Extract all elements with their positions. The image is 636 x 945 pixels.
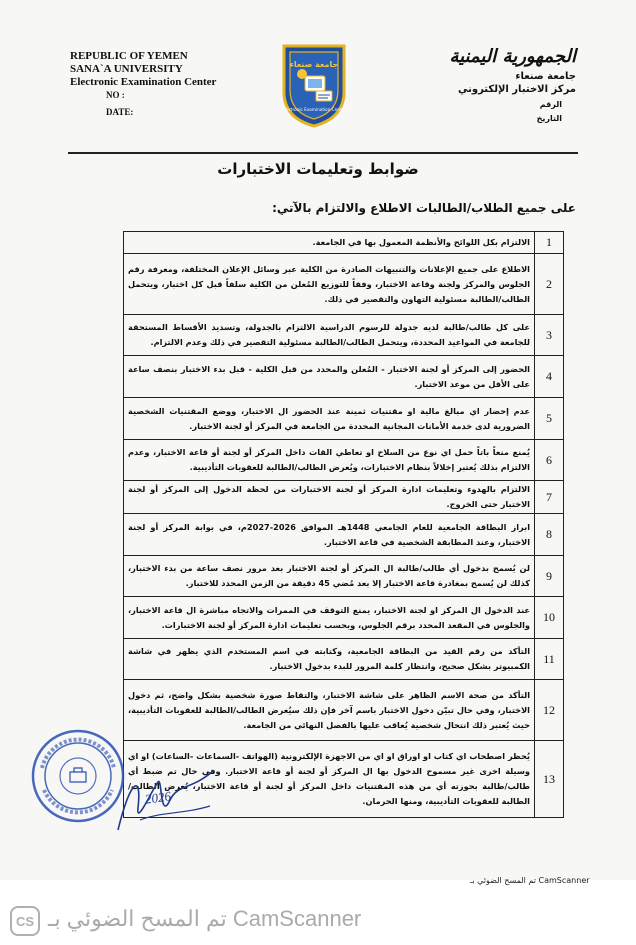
camscanner-logo-icon	[10, 906, 40, 936]
table-row	[124, 398, 564, 440]
table-row	[124, 315, 564, 356]
camscanner-watermark: تم المسح الضوئي بـ CamScanner	[48, 906, 362, 931]
table-row	[124, 597, 564, 639]
header-english-block	[70, 50, 245, 119]
rule-text: الالتزام بكل اللوائح والأنظمة المعمول بها في الجامعة.	[124, 232, 535, 254]
rule-number: 6	[535, 440, 564, 481]
university-logo	[278, 40, 350, 128]
rule-number: 2	[535, 254, 564, 315]
rule-text: الحضور إلى المركز أو لجنة الاختبار - المُعلن والمحدد من قبل الكلية - قبل بدء الاختبار بنصف ساعة على الأقل من موعد الاختبار.	[124, 356, 535, 398]
rule-number: 4	[535, 356, 564, 398]
header-country-en: REPUBLIC OF YEMEN	[70, 50, 188, 62]
rule-number: 12	[535, 680, 564, 741]
rule-text: عدم إحضار اي مبالغ مالية او مقتنيات ثمينة عند الحضور ال الاختبار، ووضع المقتنيات الشخصية الضرورية لدى خدمة الأمانات المجانية المحددة من الجامعة في المركز أو لجنة الاختبار.	[124, 398, 535, 440]
table-row	[124, 440, 564, 481]
rule-number: 10	[535, 597, 564, 639]
rule-number: 3	[535, 315, 564, 356]
rule-text: على كل طالب/طالبة لديه جدولة للرسوم الدراسية الالتزام بالجدولة، وتسديد الأقساط المستحقة للجامعة في المواعيد المحددة، ويتحمل الطالب/الطالبة مسئولية التقصير في ذلك وعدم الالتزام.	[124, 315, 535, 356]
header-divider	[68, 152, 578, 154]
rule-number: 7	[535, 481, 564, 514]
rule-number: 8	[535, 514, 564, 556]
rule-number: 1	[535, 232, 564, 254]
header-center-ar: مركز الاختبار الإلكتروني	[457, 84, 576, 95]
logo-english-text: Electronic Examination Center	[282, 107, 346, 112]
rule-number: 13	[535, 741, 564, 818]
table-row	[124, 680, 564, 741]
rule-text: الالتزام بالهدوء وتعليمات ادارة المركز أو لجنة الاختبارات من لحظة الدخول إلى المركز أو لجنة الاختبار حتى الخروج.	[124, 481, 535, 514]
table-row	[124, 254, 564, 315]
table-row	[124, 639, 564, 680]
rule-text: لن يُسمح بدخول أي طالب/طالبة ال المركز أو لجنة الاختبار بعد مرور نصف ساعة من بدء الاختبار، كذلك لن يُسمح بمغادرة قاعة الاختبار إلا بعد مُضي 45 دقيقة من الزمن المحدد للاختبار.	[124, 556, 535, 597]
rules-table	[123, 231, 564, 818]
header-no-label-en: NO :	[106, 90, 125, 100]
scanner-note: تم المسح الضوئي بـ CamScanner	[470, 876, 590, 885]
table-row	[124, 356, 564, 398]
header-no-label-ar: الرقم	[539, 100, 562, 109]
document-title: ضوابط وتعليمات الاختبارات	[217, 160, 419, 178]
table-row	[124, 481, 564, 514]
header-university-en: SANA`A UNIVERSITY	[70, 63, 183, 75]
header-country-ar: الجمهورية اليمنية	[449, 46, 576, 67]
rule-text: يُمنع منعاً باتاً حمل اي نوع من السلاح او تعاطي القات داخل المركز أو لجنة أو قاعة الاختبار، وعدم الالتزام بذلك يُعتبر إخلالاً بنظام الاختبارات، ويُعرض الطالب/الطالبة للعقوبات التأديبية.	[124, 440, 535, 481]
table-row	[124, 514, 564, 556]
intro-text: على جميع الطلاب/الطالبات الاطلاع والالتزام بالآتي:	[272, 201, 576, 215]
header-date-label-ar: التاريخ	[536, 114, 562, 123]
logo-arabic-text: جامعة صنعاء	[289, 60, 339, 69]
svg-text:CS: CS	[15, 914, 35, 929]
rule-text: الاطلاع على جميع الإعلانات والتنبيهات الصادرة من الكلية عبر وسائل الإعلان المختلفة، ومعرفة رقم الجلوس والمركز ولجنة وقاعة الاختبار، وفقاً للتوزيع المُعلن من الكلية سلفاً قبل كل اختبار، ويتحمل الطالب/الطالبة مسئولية التهاون والتقصير في ذلك.	[124, 254, 535, 315]
rule-number: 5	[535, 398, 564, 440]
header-university-ar: جامعة صنعاء	[515, 71, 576, 82]
rule-text: التأكد من صحة الاسم الظاهر على شاشة الاختبار، والتقاط صورة شخصية بشكل واضح، ثم دخول الاختبار، وفي حال تبيّن دخول الاختبار باسم آخر فإن ذلك سيُعرض الطالب/الطالبة للعقوبات التأديبية، حيث يُعتبر ذلك انتحال شخصية يُعاقب عليها بالفصل النهائي من الجامعة.	[124, 680, 535, 741]
rule-text: عند الدخول ال المركز او لجنة الاختبار، يمنع التوقف في الممرات والاتجاه مباشرة ال قاعة الاختبار، والجلوس في المقعد المحدد برقم الجلوس، وبحسب تعليمات ادارة المركز أو لجنة الاختبارات.	[124, 597, 535, 639]
rule-number: 11	[535, 639, 564, 680]
header-date-label-en: DATE:	[106, 107, 134, 117]
header-arabic-block	[406, 44, 576, 125]
rule-text: يُحظر اصطحاب اي كتاب او اوراق او اي من الاجهزة الإلكترونية (الهواتف -السماعات -الساعات) او اي وسيلة اخرى غير مسموح الدخول بها ال المركز أو لجنة أو قاعة الاختبار. وفي حال تم ضبط أي طالب/طالبة بحوزته أي من هذه المقتنيات داخل المركز أو لجنة أو قاعة الاختبار، يُعرض الطالب/الطالبة للعقوبات التأديبية، ومنها الحرمان.	[124, 741, 535, 818]
rule-text: التأكد من رقم القيد من البطاقة الجامعية، وكتابته في اسم المستخدم الذي يظهر في شاشة الكمبيوتر بشكل صحيح، وانتظار كلمة المرور للبدء بدخول الاختبار.	[124, 639, 535, 680]
table-row	[124, 556, 564, 597]
table-row	[124, 232, 564, 254]
header-center-en: Electronic Examination Center	[70, 76, 217, 88]
rule-number: 9	[535, 556, 564, 597]
signature-date: 2026	[144, 788, 172, 807]
rule-text: ابراز البطاقة الجامعية للعام الجامعي 1448هـ الموافق 2026-2027م، في بوابة المركز أو لجنة الاختبار، وعند المطابقة الشخصية في قاعة الاختبار.	[124, 514, 535, 556]
